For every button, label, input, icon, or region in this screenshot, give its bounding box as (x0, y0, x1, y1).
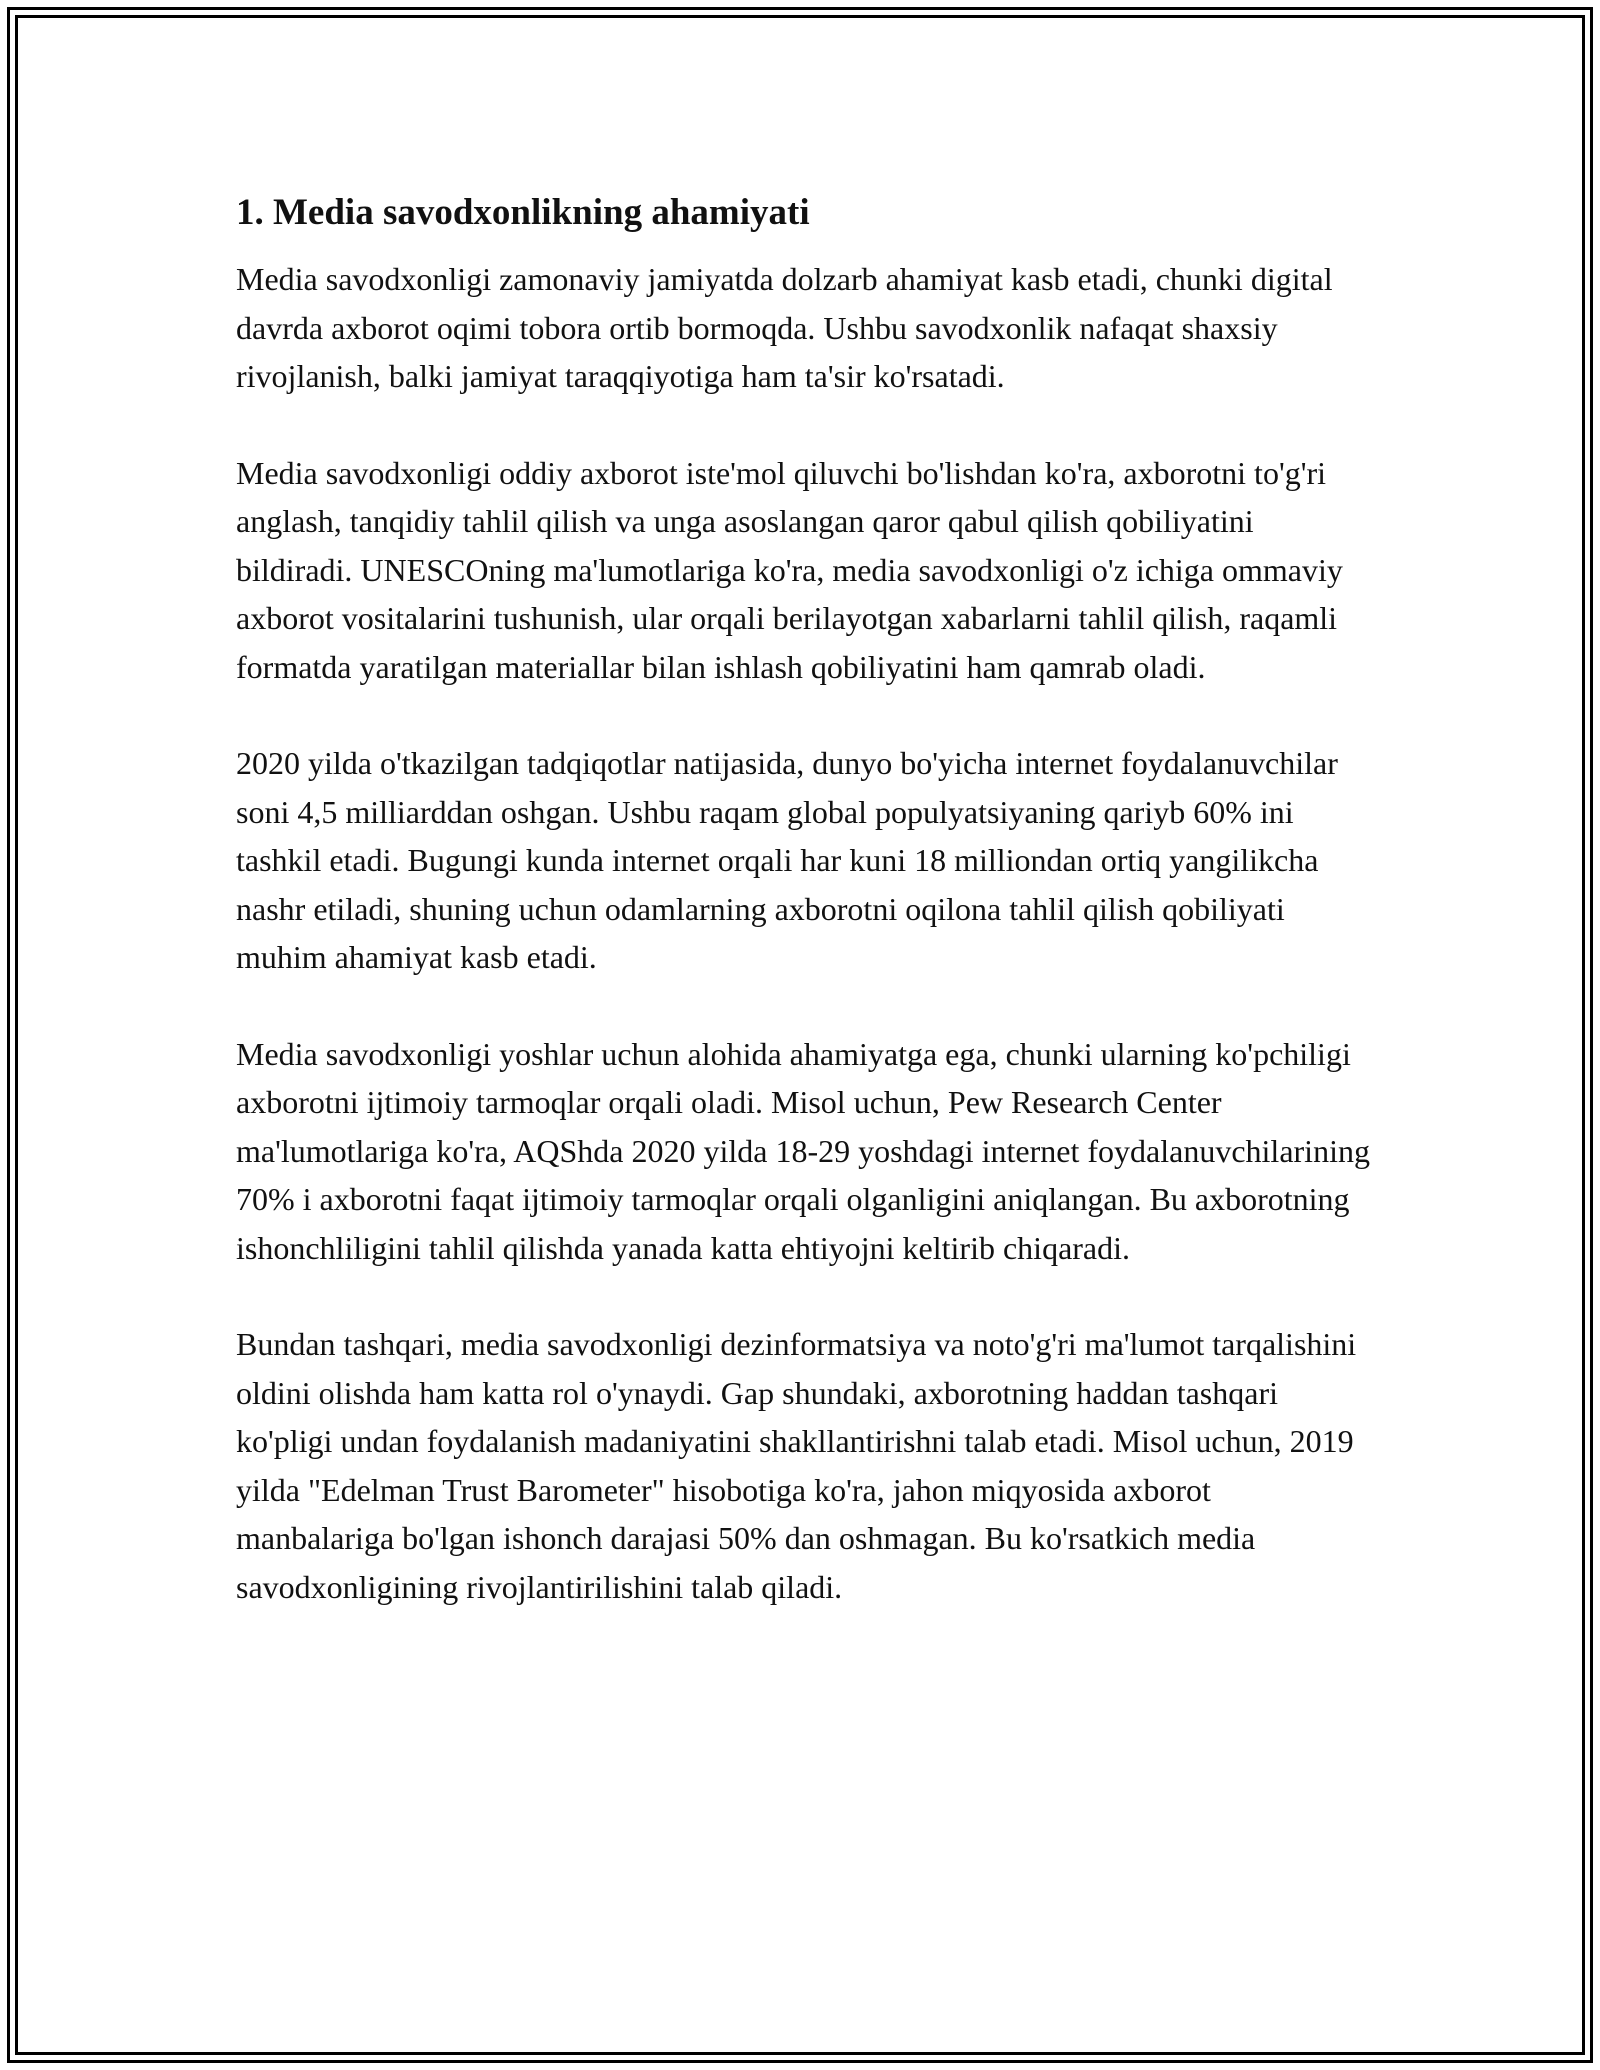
section-heading: 1. Media savodxonlikning ahamiyati (236, 192, 810, 233)
document-body (236, 185, 1376, 1659)
paragraph-1: Media savodxonligi zamonaviy jamiyatda dolzarb ahamiyat kasb etadi, chunki digital davrda axborot oqimi tobora ortib bormoqda. Ushbu savodxonlik nafaqat shaxsiy rivojlanish, balki jamiyat taraqqiyotiga ham ta'sir ko'rsatadi. (236, 261, 1333, 394)
paragraph-2: Media savodxonligi oddiy axborot iste'mol qiluvchi bo'lishdan ko'ra, axborotni to'g'ri anglash, tanqidiy tahlil qilish va unga asoslangan qaror qabul qilish qobiliyatini bildiradi. UNESCOning ma'lumotlariga ko'ra, media savodxonligi o'z ichiga ommaviy axborot vositalarini tushunish, ular orqali berilayotgan xabarlarni tahlil qilish, raqamli formatda yaratilgan materiallar bilan ishlash qobiliyatini ham qamrab oladi. (236, 454, 1343, 685)
paragraph-3: 2020 yilda o'tkazilgan tadqiqotlar natijasida, dunyo bo'yicha internet foydalanuvchilar soni 4,5 milliarddan oshgan. Ushbu raqam global populyatsiyaning qariyb 60% ini tashkil etadi. Bugungi kunda internet orqali har kuni 18 milliondan ortiq yangilikcha nashr etiladi, shuning uchun odamlarning axborotni oqilona tahlil qilish qobiliyati muhim ahamiyat kasb etadi. (236, 745, 1338, 975)
paragraph-4: Media savodxonligi yoshlar uchun alohida ahamiyatga ega, chunki ularning ko'pchiligi axborotni ijtimoiy tarmoqlar orqali oladi. Misol uchun, Pew Research Center ma'lumotlariga ko'ra, AQShda 2020 yilda 18-29 yoshdagi internet foydalanuvchilarining 70% i axborotni faqat ijtimoiy tarmoqlar orqali olganligini aniqlangan. Bu axborotning ishonchliligini tahlil qilishda yanada katta ehtiyojni keltirib chiqaradi. (236, 1035, 1370, 1266)
paragraph-5: Bundan tashqari, media savodxonligi dezinformatsiya va noto'g'ri ma'lumot tarqalishini oldini olishda ham katta rol o'ynaydi. Gap shundaki, axborotning haddan tashqari ko'pligi undan foydalanish madaniyatini shakllantirishni talab etadi. Misol uchun, 2019 yilda "Edelman Trust Barometer" hisobotiga ko'ra, jahon miqyosida axborot manbalariga bo'lgan ishonch darajasi 50% dan oshmagan. Bu ko'rsatkich media savodxonligining rivojlantirilishini talab qiladi. (236, 1326, 1357, 1605)
